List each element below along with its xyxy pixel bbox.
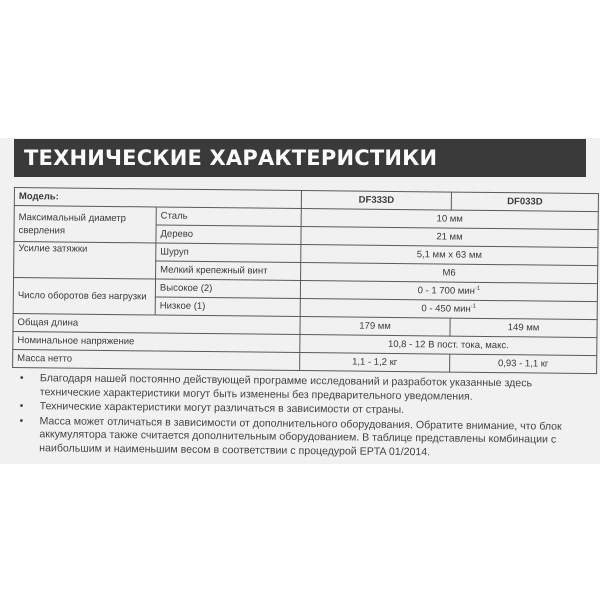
spec-table [12, 187, 599, 374]
row-label-torque: Усилие затяжки [14, 242, 156, 279]
row-label-voltage: Номинальное напряжение [13, 331, 300, 352]
bullet-icon: • [19, 400, 24, 413]
value-steel: 10 мм [301, 209, 598, 230]
row-label-max-diameter: Максимальный диаметр сверления [14, 206, 156, 243]
value-speed-high-text: 0 - 1 700 мин [417, 285, 475, 297]
sub-label-machine-screw: Мелкий крепежный винт [156, 261, 301, 281]
note-text: Технические характеристики могут различаться в зависимости от страны. [39, 400, 405, 417]
value-weight-df333d: 1,1 - 1,2 кг [300, 353, 450, 373]
model-label: Модель: [14, 188, 301, 209]
note-text: Масса может отличаться в зависимости от дополнительного оборудования. Обратите внимание, что блок аккумулятора также считается дополнительным оборудованием. В таблице представлены комбинации с наибольшим и наименьшим весом в соответствии с процедурой EPTA 01/2014. [39, 414, 562, 458]
section-title: ТЕХНИЧЕСКИЕ ХАРАКТЕРИСТИКИ [14, 139, 586, 177]
row-label-length: Общая длина [13, 313, 300, 334]
value-length-df333d: 179 мм [300, 317, 450, 337]
sub-label-high: Высокое (2) [155, 279, 300, 299]
note-item [17, 414, 589, 460]
model-df333d: DF333D [301, 191, 451, 211]
unit-superscript-low: -1 [470, 303, 477, 310]
value-screw: 5,1 мм x 63 мм [301, 245, 598, 266]
row-label-weight: Масса нетто [13, 349, 300, 370]
sub-label-screw: Шуруп [156, 243, 301, 263]
notes-list [17, 372, 590, 462]
value-speed-low-text: 0 - 450 мин [421, 303, 471, 315]
bullet-icon: • [19, 414, 24, 427]
value-voltage: 10,8 - 12 В пост. тока, макс. [300, 335, 597, 356]
model-df033d: DF033D [451, 192, 598, 212]
note-text: Благодаря нашей постоянно действующей программе исследований и разработок указанные здесь технические характеристики могут быть изменены без предварительного уведомления. [39, 372, 533, 403]
value-machine-screw: M6 [301, 263, 598, 284]
value-length-df033d: 149 мм [450, 318, 597, 338]
row-label-speed: Число оборотов без нагрузки [13, 278, 155, 315]
value-weight-df033d: 0,93 - 1,1 кг [450, 354, 597, 374]
bullet-icon: • [19, 372, 24, 385]
sub-label-wood: Дерево [156, 225, 301, 245]
sub-label-low: Низкое (1) [155, 297, 300, 317]
sub-label-steel: Сталь [156, 207, 301, 227]
value-wood: 21 мм [301, 227, 598, 248]
unit-superscript-high: -1 [474, 285, 481, 292]
